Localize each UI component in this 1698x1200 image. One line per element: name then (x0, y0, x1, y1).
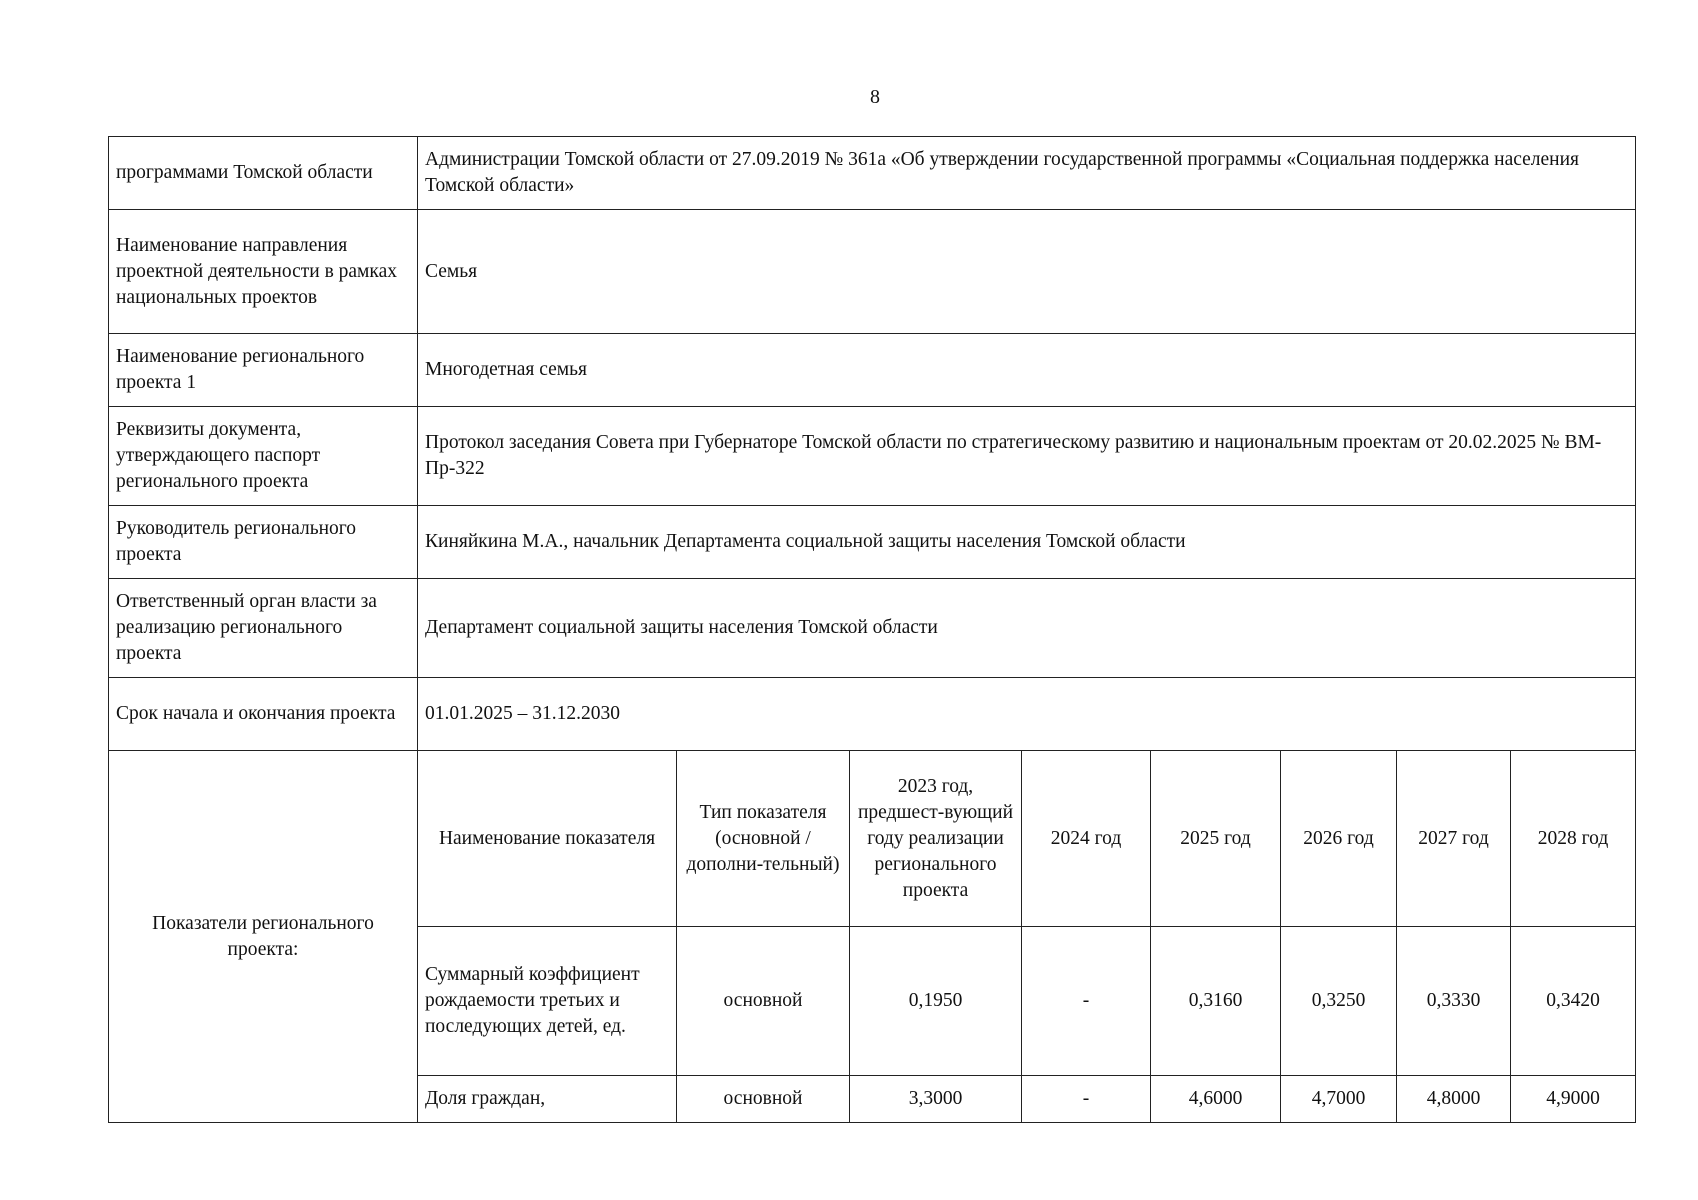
row-value: Администрации Томской области от 27.09.2019 № 361а «Об утверждении государственной программы «Социальная поддержка населения Томской области» (418, 137, 1636, 210)
header-year-2024: 2024 год (1022, 751, 1151, 927)
table-row (109, 678, 1636, 751)
table-row (109, 579, 1636, 678)
header-base-year: 2023 год, предшест-вующий году реализации регионального проекта (850, 751, 1022, 927)
row-label: Срок начала и окончания проекта (109, 678, 418, 751)
row-value: Протокол заседания Совета при Губернаторе Томской области по стратегическому развитию и национальным проектам от 20.02.2025 № ВМ-Пр-322 (418, 407, 1636, 506)
indicator-name: Доля граждан, (418, 1076, 677, 1123)
table-row (109, 334, 1636, 407)
row-label: Руководитель регионального проекта (109, 506, 418, 579)
header-year-2027: 2027 год (1397, 751, 1511, 927)
header-indicator-name: Наименование показателя (418, 751, 677, 927)
project-passport-table (108, 136, 1636, 1123)
row-label: Наименование направления проектной деятельности в рамках национальных проектов (109, 210, 418, 334)
row-value: 01.01.2025 – 31.12.2030 (418, 678, 1636, 751)
row-value: Департамент социальной защиты населения Томской области (418, 579, 1636, 678)
table-row (109, 407, 1636, 506)
indicator-value-2024: - (1022, 927, 1151, 1076)
table-row (109, 210, 1636, 334)
indicator-value-2024: - (1022, 1076, 1151, 1123)
indicator-value-2026: 4,7000 (1281, 1076, 1397, 1123)
indicator-base-value: 0,1950 (850, 927, 1022, 1076)
row-label: Наименование регионального проекта 1 (109, 334, 418, 407)
indicators-label: Показатели регионального проекта: (109, 751, 418, 1123)
row-value: Многодетная семья (418, 334, 1636, 407)
header-indicator-type: Тип показателя (основной / дополни-тельный) (677, 751, 850, 927)
indicator-type: основной (677, 927, 850, 1076)
indicator-value-2027: 4,8000 (1397, 1076, 1511, 1123)
header-year-2026: 2026 год (1281, 751, 1397, 927)
indicator-name: Суммарный коэффициент рождаемости третьих и последующих детей, ед. (418, 927, 677, 1076)
header-year-2028: 2028 год (1511, 751, 1636, 927)
row-value: Киняйкина М.А., начальник Департамента социальной защиты населения Томской области (418, 506, 1636, 579)
indicator-value-2028: 4,9000 (1511, 1076, 1636, 1123)
indicator-value-2026: 0,3250 (1281, 927, 1397, 1076)
row-label: Реквизиты документа, утверждающего паспорт регионального проекта (109, 407, 418, 506)
indicator-value-2028: 0,3420 (1511, 927, 1636, 1076)
indicator-type: основной (677, 1076, 850, 1123)
table-row (109, 506, 1636, 579)
row-label: Ответственный орган власти за реализацию регионального проекта (109, 579, 418, 678)
row-label: программами Томской области (109, 137, 418, 210)
table-row (109, 137, 1636, 210)
row-value: Семья (418, 210, 1636, 334)
indicator-value-2027: 0,3330 (1397, 927, 1511, 1076)
indicator-base-value: 3,3000 (850, 1076, 1022, 1123)
indicator-value-2025: 4,6000 (1151, 1076, 1281, 1123)
indicators-header-row (109, 751, 1636, 927)
header-year-2025: 2025 год (1151, 751, 1281, 927)
indicator-value-2025: 0,3160 (1151, 927, 1281, 1076)
page-number: 8 (870, 86, 880, 108)
